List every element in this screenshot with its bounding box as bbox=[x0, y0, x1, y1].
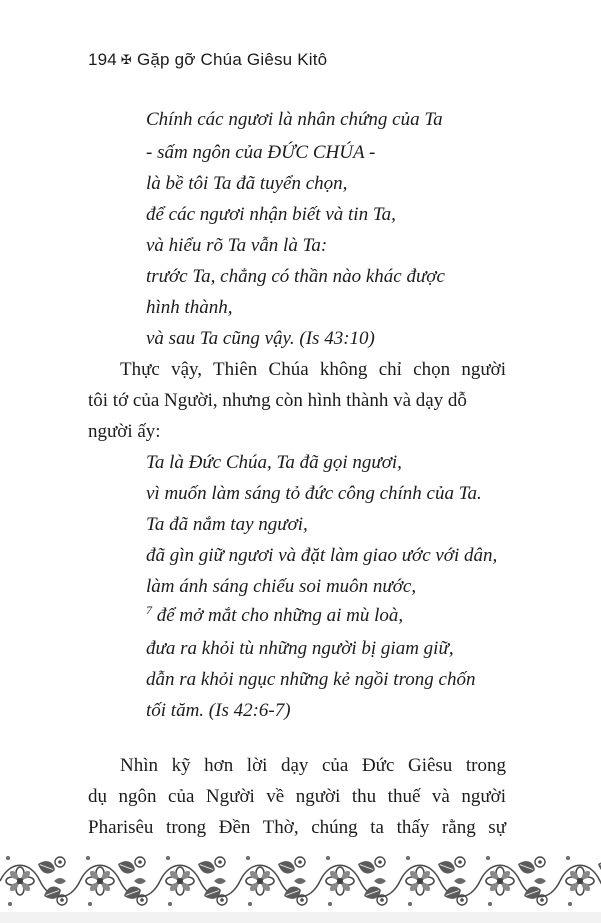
body-line: Thực vậy, Thiên Chúa không chỉ chọn người bbox=[120, 359, 506, 380]
quote-line: Ta là Đức Chúa, Ta đã gọi ngươi, bbox=[146, 452, 402, 473]
quote-line: Ta đã nắm tay ngươi, bbox=[146, 514, 308, 535]
quote-line: để các ngươi nhận biết và tin Ta, bbox=[146, 204, 396, 225]
quote-line: đưa ra khỏi tù những người bị giam giữ, bbox=[146, 638, 454, 659]
quote-line: đã gìn giữ ngươi và đặt làm giao ước với dân, bbox=[146, 545, 498, 566]
quote-line bbox=[146, 598, 403, 628]
body-line: dụ ngôn của Người về người thu thuế và người bbox=[88, 786, 506, 807]
quote-line: - sấm ngôn của ĐỨC CHÚA - bbox=[146, 142, 376, 163]
quote-line: dẫn ra khỏi ngục những kẻ ngồi trong chốn bbox=[146, 669, 476, 690]
quote-line: tối tăm. (Is 42:6-7) bbox=[146, 700, 291, 721]
quote-line: và hiểu rõ Ta vẫn là Ta: bbox=[146, 235, 328, 256]
body-line: Nhìn kỹ hơn lời dạy của Đức Giêsu trong bbox=[120, 755, 506, 776]
quote-line: và sau Ta cũng vậy. (Is 43:10) bbox=[146, 328, 375, 349]
quote-line: vì muốn làm sáng tỏ đức công chính của Ta. bbox=[146, 483, 482, 504]
body-line: tôi tớ của Người, nhưng còn hình thành và dạy dỗ bbox=[88, 390, 467, 411]
page-bottom-margin bbox=[0, 912, 601, 923]
page-number: 194 bbox=[88, 50, 117, 69]
body-line: người ấy: bbox=[88, 421, 161, 442]
quote-line: hình thành, bbox=[146, 297, 233, 318]
quote-line: làm ánh sáng chiếu soi muôn nước, bbox=[146, 576, 417, 597]
quote-line: trước Ta, chẳng có thần nào khác được bbox=[146, 266, 445, 287]
quote-line: Chính các ngươi là nhân chứng của Ta bbox=[146, 109, 443, 130]
running-title: Gặp gỡ Chúa Giêsu Kitô bbox=[136, 50, 328, 69]
floral-border-ornament bbox=[0, 850, 601, 912]
cross-icon: ✠ bbox=[120, 52, 133, 67]
body-line: Pharisêu trong Đền Thờ, chúng ta thấy rằng sự bbox=[88, 817, 506, 838]
quote-line: là bề tôi Ta đã tuyển chọn, bbox=[146, 173, 348, 194]
running-header bbox=[88, 50, 327, 70]
verse-number: 7 bbox=[146, 603, 152, 617]
quote-line-text: để mở mắt cho những ai mù loà, bbox=[156, 605, 404, 626]
